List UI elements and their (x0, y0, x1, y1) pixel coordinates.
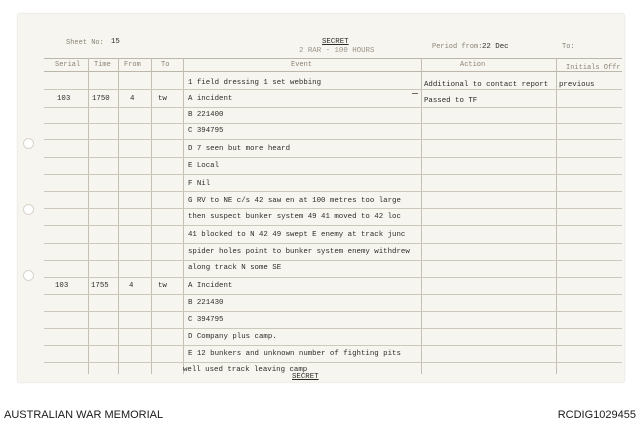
action-line: Passed to TF (424, 97, 478, 105)
entry-time: 1750 (92, 95, 110, 103)
event-line: along track N some SE (188, 264, 282, 272)
institution-caption: AUSTRALIAN WAR MEMORIAL (4, 409, 164, 421)
event-line: E 12 bunkers and unknown number of fighting pits (188, 350, 401, 358)
event-line: C 394795 (188, 316, 224, 324)
row-rule (44, 107, 622, 108)
row-rule (44, 277, 622, 278)
row-rule (44, 243, 622, 244)
event-line: C 394795 (188, 127, 224, 135)
row-rule (44, 157, 622, 158)
col-time: Time (94, 61, 111, 69)
col-divider (183, 58, 184, 374)
event-line: spider holes point to bunker system enemy withdrew (188, 248, 410, 256)
row-rule (44, 225, 622, 226)
row-rule (44, 123, 622, 124)
footer-classification: SECRET (292, 373, 319, 381)
punch-hole (23, 204, 34, 215)
record-id-caption: RCDIG1029455 (557, 409, 636, 421)
entry-serial: 103 (55, 282, 69, 290)
entry-to: tw (158, 282, 167, 290)
table-top-rule (44, 58, 622, 59)
event-line: B 221430 (188, 299, 224, 307)
event-line: B 221400 (188, 111, 224, 119)
col-to: To (161, 61, 170, 69)
col-divider (421, 58, 422, 374)
event-line: A Incident (188, 282, 233, 290)
col-serial: Serial (55, 61, 81, 69)
col-from: From (124, 61, 141, 69)
col-action: Action (460, 61, 486, 69)
col-divider (88, 58, 89, 374)
punch-hole (23, 270, 34, 281)
period-label: Period from: (432, 43, 483, 51)
title-unit: 2 RAR - 100 HOURS (299, 47, 375, 55)
dash-mark (412, 93, 418, 94)
row-rule (44, 174, 622, 175)
row-rule (44, 345, 622, 346)
entry-serial: 103 (57, 95, 71, 103)
entry-from: 4 (130, 95, 135, 103)
col-event: Event (291, 61, 313, 69)
initials-value: previous (559, 81, 595, 89)
col-initials: Initials Offr (566, 64, 621, 72)
table-header-rule (44, 71, 622, 72)
event-line: D 7 seen but more heard (188, 145, 291, 153)
row-rule (44, 191, 622, 192)
event-line: 1 field dressing 1 set webbing (188, 79, 322, 87)
row-rule (44, 328, 622, 329)
row-rule (44, 294, 622, 295)
row-rule (44, 260, 622, 261)
sheet-no-value: 15 (111, 38, 120, 46)
event-line: then suspect bunker system 49 41 moved to 42 loc (188, 213, 401, 221)
event-line: F Nil (188, 180, 211, 188)
title-classification: SECRET (322, 38, 349, 46)
entry-to: tw (158, 95, 167, 103)
row-rule (44, 89, 622, 90)
event-line: G RV to NE c/s 42 saw en at 100 metres too large (188, 197, 401, 205)
row-rule (44, 362, 622, 363)
action-line: Additional to contact report (424, 81, 549, 89)
period-value: 22 Dec (482, 43, 509, 51)
entry-time: 1755 (91, 282, 109, 290)
punch-hole (23, 138, 34, 149)
entry-from: 4 (129, 282, 134, 290)
row-rule (44, 208, 622, 209)
event-line: D Company plus camp. (188, 333, 277, 341)
col-divider (118, 58, 119, 374)
col-divider (556, 58, 557, 374)
event-line: 41 blocked to N 42 49 swept E enemy at track junc (188, 231, 406, 239)
col-divider (151, 58, 152, 374)
row-rule (44, 139, 622, 140)
event-line: A incident (188, 95, 233, 103)
row-rule (44, 311, 622, 312)
event-line: well used track leaving camp (183, 366, 308, 374)
event-line: E Local (188, 162, 220, 170)
sheet-no-label: Sheet No: (66, 39, 104, 47)
to-label: To: (562, 43, 575, 51)
